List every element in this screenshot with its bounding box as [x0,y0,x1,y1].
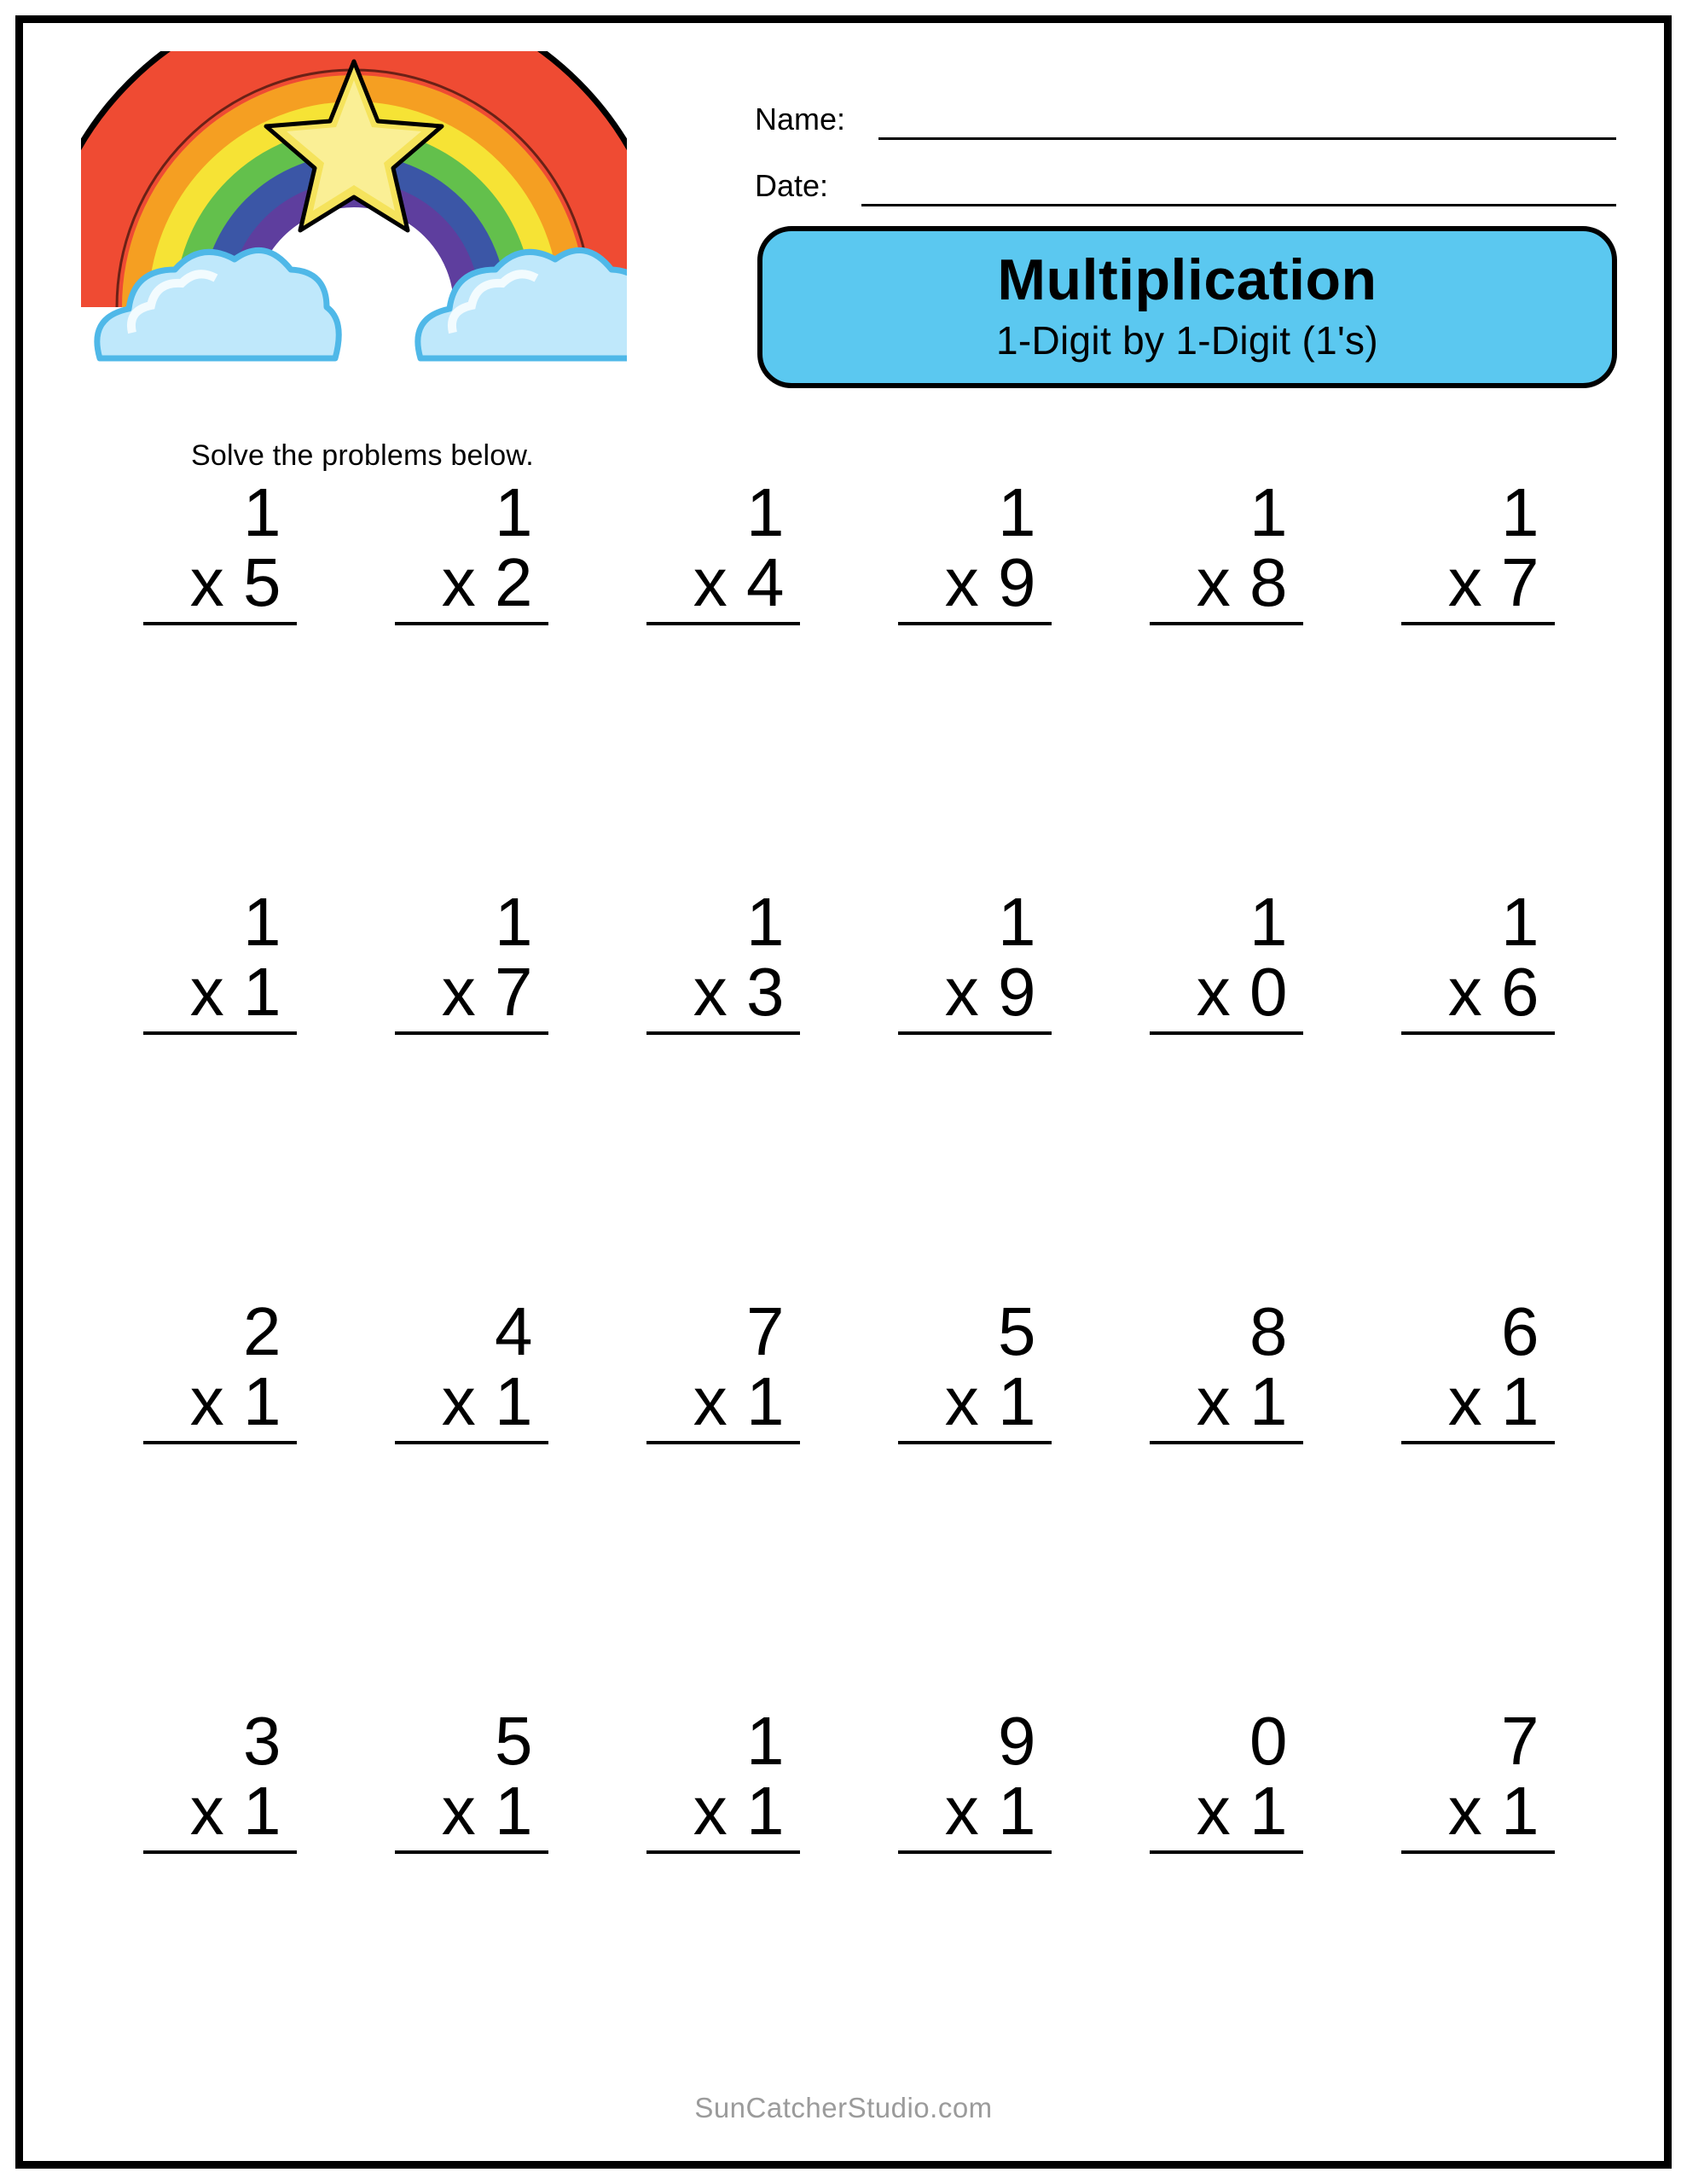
problem-item [94,1293,345,1706]
operator: x [189,953,224,1030]
problem-bottom-line [646,953,800,1030]
date-label: Date: [755,168,829,203]
problem-bottom-line [898,1362,1052,1439]
operator: x [1447,1362,1482,1439]
problem-top-number: 1 [746,474,785,550]
problem-bottom-line [395,1362,548,1439]
problem-bottom-number: 8 [1249,543,1288,620]
operator: x [441,543,476,620]
problem-top-number: 7 [1501,1703,1539,1779]
rainbow-icon [81,51,627,384]
operator: x [189,1362,224,1439]
operator: x [944,1362,979,1439]
problem-top-number: 6 [1501,1293,1539,1369]
name-label: Name: [755,102,846,136]
instruction-text: Solve the problems below. [191,439,534,472]
problem-top-number: 8 [1249,1293,1288,1369]
problem-item [1100,1703,1352,2116]
problem-bottom-number: 1 [746,1362,785,1439]
problem-item [94,474,345,887]
problem-bottom-number: 1 [495,1362,533,1439]
operator: x [1196,1772,1231,1849]
rainbow-illustration-block [81,51,635,472]
problem-item [345,474,597,887]
problem-item [1100,884,1352,1297]
problem-item [1352,1293,1603,1706]
problem-item [345,1703,597,2116]
problem-item [94,1703,345,2116]
operator: x [944,1772,979,1849]
problem-bottom-number: 1 [1501,1772,1539,1849]
problem-bottom-line [646,543,800,620]
operator: x [693,953,728,1030]
problem-row [94,474,1603,887]
problem-bottom-number: 1 [1501,1362,1539,1439]
problem-bottom-line [395,1772,548,1849]
problem-item [94,884,345,1297]
problem-bottom-number: 2 [495,543,533,620]
problem-top-number: 0 [1249,1703,1288,1779]
problem-row [94,1293,1603,1706]
problem-bottom-number: 6 [1501,953,1539,1030]
problem-bottom-line [143,543,297,620]
name-field-row [755,90,1616,156]
problem-row [94,884,1603,1297]
problem-top-number: 9 [998,1703,1036,1779]
problem-top-number: 1 [495,884,533,960]
problem-top-number: 5 [495,1703,533,1779]
problem-top-number: 1 [1249,474,1288,550]
problem-top-number: 1 [1249,884,1288,960]
problem-item [1100,1293,1352,1706]
problem-bottom-line [395,543,548,620]
problem-item [597,1703,849,2116]
operator: x [693,1362,728,1439]
operator: x [693,1772,728,1849]
problem-item [597,474,849,887]
problem-bottom-line [143,953,297,1030]
operator: x [1196,953,1231,1030]
problem-item [345,1293,597,1706]
problem-item [597,1293,849,1706]
problem-bottom-line [1401,1362,1555,1439]
problem-bottom-line [898,543,1052,620]
operator: x [441,1362,476,1439]
problem-bottom-line [1401,1772,1555,1849]
worksheet-header [81,51,1608,472]
problem-bottom-number: 1 [1249,1772,1288,1849]
problem-bottom-number: 1 [1249,1362,1288,1439]
problem-top-number: 1 [243,884,281,960]
problem-top-number: 5 [998,1293,1036,1369]
footer-credit: SunCatcherStudio.com [694,2092,993,2123]
operator: x [944,543,979,620]
problem-bottom-number: 9 [998,543,1036,620]
problem-item [597,884,849,1297]
problem-bottom-line [1150,953,1303,1030]
operator: x [944,953,979,1030]
problem-top-number: 1 [998,474,1036,550]
worksheet-title-box [757,226,1617,388]
date-input-line[interactable] [861,204,1616,206]
problem-grid [94,474,1603,2116]
student-fields [755,90,1616,223]
problem-bottom-line [143,1362,297,1439]
problem-bottom-number: 5 [243,543,281,620]
problem-top-number: 2 [243,1293,281,1369]
problem-top-number: 1 [746,1703,785,1779]
problem-bottom-number: 3 [746,953,785,1030]
problem-top-number: 1 [1501,884,1539,960]
problem-bottom-number: 4 [746,543,785,620]
title-subtitle: 1-Digit by 1-Digit (1's) [996,318,1378,363]
problem-top-number: 1 [746,884,785,960]
problem-bottom-line [1150,543,1303,620]
problem-top-number: 3 [243,1703,281,1779]
problem-bottom-line [143,1772,297,1849]
problem-bottom-line [898,953,1052,1030]
problem-bottom-number: 1 [243,1772,281,1849]
problem-bottom-line [898,1772,1052,1849]
problem-top-number: 1 [243,474,281,550]
problem-item [1352,474,1603,887]
problem-top-number: 1 [998,884,1036,960]
date-field-row [755,156,1616,223]
problem-bottom-number: 1 [746,1772,785,1849]
problem-bottom-line [1401,543,1555,620]
problem-bottom-number: 1 [243,1362,281,1439]
problem-top-number: 1 [495,474,533,550]
problem-item [1352,1703,1603,2116]
problem-bottom-number: 1 [495,1772,533,1849]
problem-bottom-line [395,953,548,1030]
operator: x [189,1772,224,1849]
problem-row [94,1703,1603,2116]
operator: x [189,543,224,620]
operator: x [1196,1362,1231,1439]
operator: x [441,953,476,1030]
operator: x [1447,1772,1482,1849]
problem-item [345,884,597,1297]
problem-top-number: 7 [746,1293,785,1369]
operator: x [1196,543,1231,620]
problem-item [1100,474,1352,887]
problem-bottom-line [646,1772,800,1849]
operator: x [1447,953,1482,1030]
problem-item [849,884,1100,1297]
problem-bottom-number: 9 [998,953,1036,1030]
name-input-line[interactable] [878,137,1616,140]
problem-bottom-line [1401,953,1555,1030]
problem-top-number: 4 [495,1293,533,1369]
problem-item [849,1703,1100,2116]
problem-item [849,474,1100,887]
operator: x [1447,543,1482,620]
problem-item [849,1293,1100,1706]
operator: x [693,543,728,620]
problem-bottom-line [1150,1772,1303,1849]
problem-bottom-line [1150,1362,1303,1439]
problem-bottom-number: 1 [243,953,281,1030]
problem-bottom-number: 7 [495,953,533,1030]
problem-top-number: 1 [1501,474,1539,550]
title-main: Multiplication [997,247,1377,312]
problem-bottom-number: 1 [998,1772,1036,1849]
problem-bottom-number: 1 [998,1362,1036,1439]
problem-bottom-number: 0 [1249,953,1288,1030]
problem-bottom-line [646,1362,800,1439]
operator: x [441,1772,476,1849]
problem-bottom-number: 7 [1501,543,1539,620]
problem-item [1352,884,1603,1297]
